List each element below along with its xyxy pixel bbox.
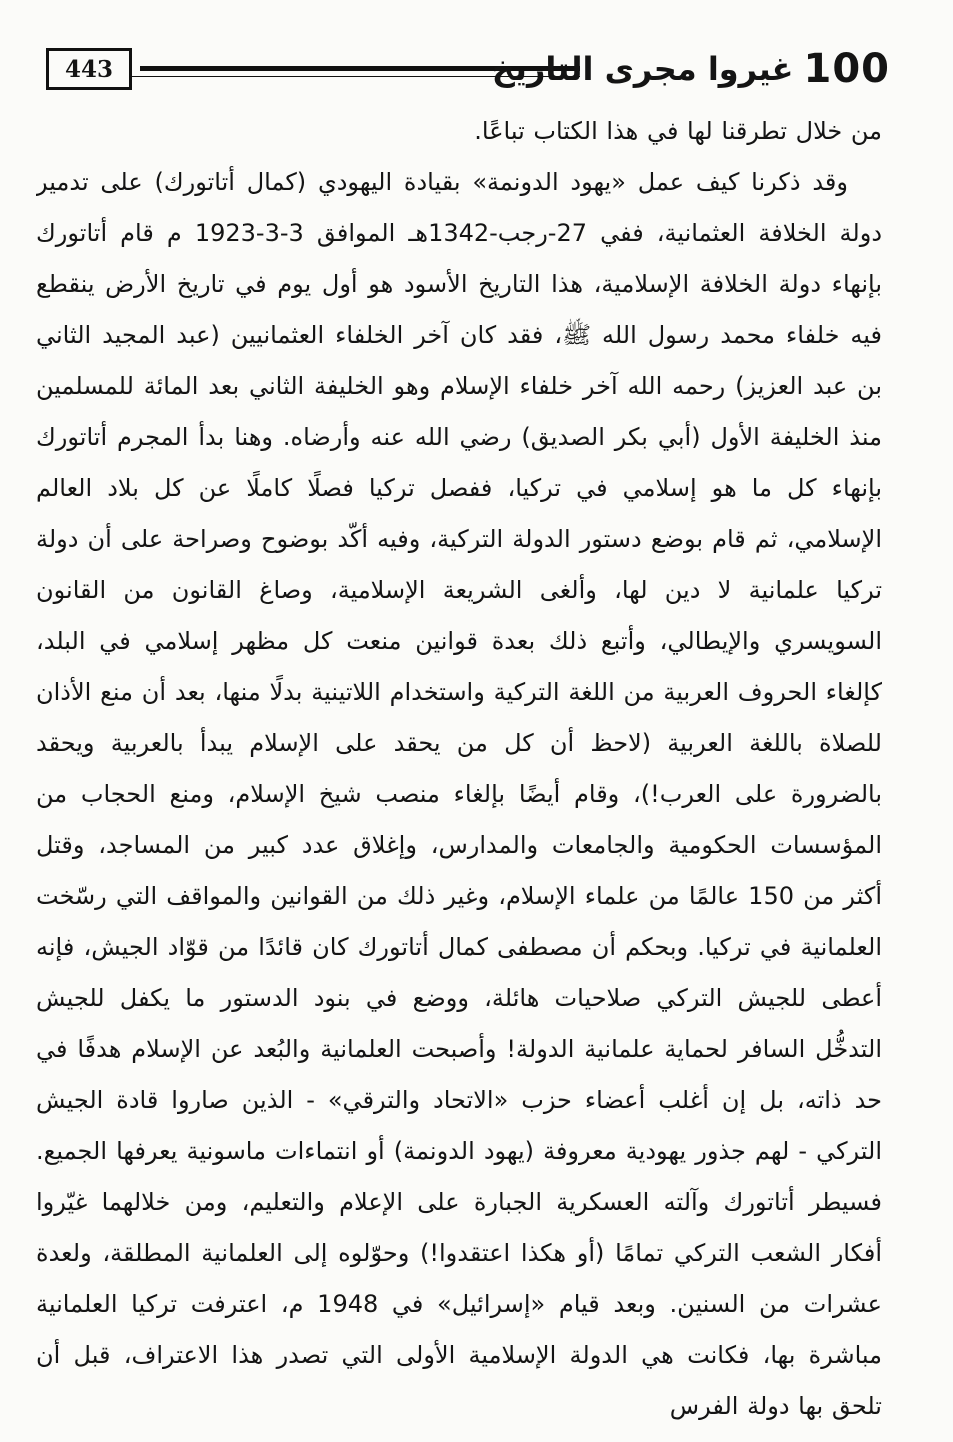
book-title: غيروا مجرى التاريخ <box>491 50 794 88</box>
page-number-box <box>46 48 132 90</box>
page-body <box>36 106 882 1426</box>
book-number: 100 <box>803 46 890 92</box>
paragraph-continuation: من خلال تطرقنا لها في هذا الكتاب تباعًا. <box>474 117 882 145</box>
running-title <box>492 40 890 98</box>
page-number: 443 <box>64 55 113 83</box>
page-header <box>30 40 890 104</box>
paragraph-main: وقد ذكرنا كيف عمل «يهود الدونمة» بقيادة اليهودي (كمال أتاتورك) على تدمير دولة الخلافة العثمانية، ففي 27-رجب-1342هـ الموافق 3-3-1923 م قام أتاتورك بإنهاء دولة الخلافة الإسلامية، هذا التاريخ الأسود هو أول يوم في تاريخ الأرض ينقطع فيه خلفاء محمد رسول الله ﷺ، فقد كان آخر الخلفاء العثمانيين (عبد المجيد الثاني بن عبد العزيز) رحمه الله آخر خلفاء الإسلام وهو الخليفة الثاني بعد المائة للمسلمين منذ الخليفة الأول (أبي بكر الصديق) رضي الله عنه وأرضاه. وهنا بدأ المجرم أتاتورك بإنهاء كل ما هو إسلامي في تركيا، ففصل تركيا فصلًا كاملًا عن كل بلاد العالم الإسلامي، ثم قام بوضع دستور الدولة التركية، وفيه أكّد بوضوح وصراحة على أن دولة تركيا علمانية لا دين لها، وألغى الشريعة الإسلامية، وصاغ القانون من القانون السويسري والإيطالي، وأتبع ذلك بعدة قوانين منعت كل مظهر إسلامي في البلد، كإلغاء الحروف العربية من اللغة التركية واستخدام اللاتينية بدلًا منها، بعد أن منع الأذان للصلاة باللغة العربية (لاحظ أن كل من يحقد على الإسلام يبدأ بالعربية ويحقد بالضرورة على العرب!)، وقام أيضًا بإلغاء منصب شيخ الإسلام، ومنع الحجاب من المؤسسات الحكومية والجامعات والمدارس، وإغلاق عدد كبير من المساجد، وقتل أكثر من 150 عالمًا من علماء الإسلام، وغير ذلك من القوانين والمواقف التي رسّخت العلمانية في تركيا. وبحكم أن مصطفى كمال أتاتورك كان قائدًا من قوّاد الجيش، فإنه أعطى للجيش التركي صلاحيات هائلة، ووضع في بنود الدستور ما يكفل للجيش التدخُّل السافر لحماية علمانية الدولة! وأصبحت العلمانية والبُعد عن الإسلام هدفًا في حد ذاته، بل إن أغلب أعضاء حزب «الاتحاد والترقي» - الذين صاروا قادة الجيش التركي - لهم جذور يهودية معروفة (يهود الدونمة) أو انتماءات ماسونية يعرفها الجميع. فسيطر أتاتورك وآلته العسكرية الجبارة على الإعلام والتعليم، ومن خلالهما غيّروا أفكار الشعب التركي تمامًا (أو هكذا اعتقدوا!) وحوّلوه إلى العلمانية المطلقة، ولعدة عشرات من السنين. وبعد قيام «إسرائيل» في 1948 م، اعترفت تركيا العلمانية مباشرة بها، فكانت هي الدولة الإسلامية الأولى التي تصدر هذا الاعتراف، قبل أن تلحق بها دولة الفرس <box>36 168 882 1420</box>
